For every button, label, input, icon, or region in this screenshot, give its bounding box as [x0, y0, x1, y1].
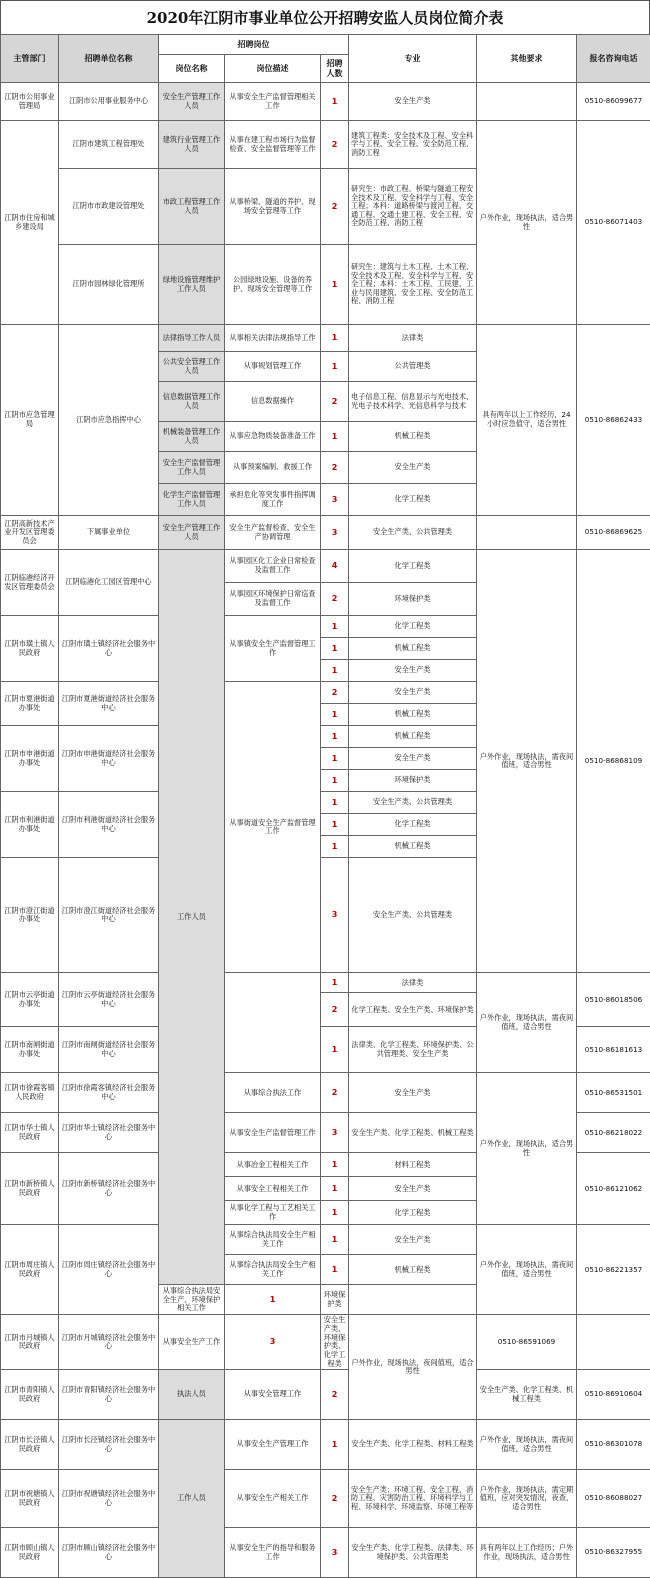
- table-cell: 机械工程类: [349, 836, 477, 858]
- table-cell: 从事化学工程与工艺相关工作: [225, 1201, 321, 1225]
- table-cell: 户外作业，现场执法，需定期值班，应对突发情况，夜查，适合男性: [477, 1470, 577, 1528]
- table-cell: 江阴市申港街道经济社会服务中心: [59, 726, 159, 792]
- table-cell: 1: [321, 973, 349, 993]
- table-cell: 安全生产类、公共管理类: [349, 516, 477, 550]
- table-cell: 江阴市徐霞客镇经济社会服务中心: [59, 1073, 159, 1113]
- table-cell: 1: [321, 770, 349, 792]
- table-cell: 承担危化等突发事件指挥调度工作: [225, 484, 321, 516]
- table-cell: 0510-86181613: [577, 1027, 650, 1073]
- table-cell: 机械工程类: [349, 726, 477, 748]
- table-cell: 公园绿地设施、设备的养护、现场安全管理等工作: [225, 245, 321, 325]
- table-cell: 安全生产类、化学工程类、机械工程类: [349, 1113, 477, 1153]
- table-cell: 安全生产类、化学工程类、法律类、环境保护类、公共管理类: [349, 1528, 477, 1578]
- table-cell: 法律类、化学工程类、环境保护类、公共管理类、安全生产类: [349, 1027, 477, 1073]
- table-cell: 江阴市华士镇人民政府: [1, 1113, 59, 1153]
- table-cell: 化学工程类: [349, 1201, 477, 1225]
- table-cell: 研究生：市政工程、桥梁与隧道工程安全技术及工程、安全科学与工程、安全工程；本科：道路桥梁与渡河工程、交通工程、交通土建工程、安全工程、安全防范工程、消防工程: [349, 169, 477, 245]
- table-cell: 2: [321, 1370, 349, 1420]
- table-cell: 江阴市周庄镇人民政府: [1, 1225, 59, 1315]
- header-unit: 招聘单位名称: [59, 35, 159, 83]
- table-cell: 公共安全管理工作人员: [159, 352, 225, 382]
- table-cell: 江阴市新桥镇经济社会服务中心: [59, 1153, 159, 1225]
- table-cell: 江阴市顾山镇经济社会服务中心: [59, 1528, 159, 1578]
- header-count: 招聘人数: [321, 55, 349, 83]
- table-cell: 机械工程类: [349, 638, 477, 660]
- table-cell: 江阴市月城镇人民政府: [1, 1315, 59, 1370]
- table-cell: 0510-86868109: [577, 550, 650, 973]
- table-cell: 安全生产类: [349, 83, 477, 121]
- table-cell: 2: [321, 682, 349, 704]
- table-cell: 从事园区化工企业日常检查及监督工作: [225, 550, 321, 583]
- table-cell: 1: [321, 352, 349, 382]
- table-cell: 安全生产管理工作人员: [159, 516, 225, 550]
- table-cell: 安全生产类: [349, 682, 477, 704]
- table-cell: 0510-86099677: [577, 83, 650, 121]
- table-cell: 江阴市住房和城乡建设局: [1, 121, 59, 325]
- table-cell: 户外作业，现场执法，适合男性: [477, 121, 577, 325]
- table-cell: 从事预案编制、救援工作: [225, 452, 321, 484]
- table-cell: 2: [321, 993, 349, 1027]
- table-cell: 1: [321, 83, 349, 121]
- table-cell: 化学工程类: [349, 616, 477, 638]
- table-cell: 1: [321, 1027, 349, 1073]
- table-cell: 1: [321, 726, 349, 748]
- table-cell: 机械工程类: [349, 1255, 477, 1285]
- table-cell: 从事安全生产监督管理工作: [225, 1113, 321, 1153]
- table-cell: 1: [321, 1201, 349, 1225]
- table-cell: 市政工程管理工作人员: [159, 169, 225, 245]
- table-cell: 江阴市华士镇经济社会服务中心: [59, 1113, 159, 1153]
- table-cell: 公共管理类: [349, 352, 477, 382]
- table-cell: 法律类: [349, 973, 477, 993]
- table-cell: 研究生：建筑与土木工程、土木工程、安全技术及工程、安全科学与工程、安全工程；本科：土木工程、工民建、工业与民用建筑、安全工程、安全防范工程、消防工程: [349, 245, 477, 325]
- table-cell: 江阴市青阳镇人民政府: [1, 1370, 59, 1420]
- table-cell: 江阴市申港街道办事处: [1, 726, 59, 792]
- table-cell: 安全生产类: [349, 452, 477, 484]
- table-cell: 1: [321, 1255, 349, 1285]
- table-cell: 安全生产类、化学工程类、机械工程类: [477, 1370, 577, 1420]
- table-cell: 江阴市长泾镇经济社会服务中心: [59, 1420, 159, 1470]
- table-cell: 4: [321, 550, 349, 583]
- table-cell: 0510-86088027: [577, 1470, 650, 1528]
- table-cell: 1: [321, 748, 349, 770]
- table-cell: 从事安全生产监督管理相关工作: [225, 83, 321, 121]
- table-cell: 江阴市云亭街道经济社会服务中心: [59, 973, 159, 1027]
- table-cell: 江阴市南闸街道办事处: [1, 1027, 59, 1073]
- table-cell: 电子信息工程、信息显示与光电技术、光电子技术科学、光信息科学与技术: [349, 382, 477, 422]
- table-cell: 2: [321, 1470, 349, 1528]
- table-cell: 环境保护类: [349, 583, 477, 616]
- table-cell: 安全生产类、化学工程类、材料工程类: [349, 1420, 477, 1470]
- table-cell: 从事冶金工程相关工作: [225, 1153, 321, 1177]
- table-cell: 1: [321, 792, 349, 814]
- table-cell: 安全生产类、公共管理类: [349, 792, 477, 814]
- table-cell: 1: [321, 814, 349, 836]
- header-dept: 主管部门: [1, 35, 59, 83]
- table-cell: 安全生产类: [349, 660, 477, 682]
- table-cell: 执法人员: [159, 1370, 225, 1420]
- table-cell: 从事规划管理工作: [225, 352, 321, 382]
- table-cell: 江阴市璜土镇人民政府: [1, 616, 59, 682]
- table-cell: 1: [321, 325, 349, 352]
- table-cell: 1: [321, 704, 349, 726]
- table-cell: 1: [321, 245, 349, 325]
- table-cell: 安全生产类；环境工程、安全工程、消防工程、灾害防治工程、环境科学与工程、环境科学、环境监察、环境工程等: [349, 1470, 477, 1528]
- table-cell: 江阴市建筑工程管理处: [59, 121, 159, 169]
- table-cell: 1: [321, 638, 349, 660]
- table-cell: 0510-86531501: [577, 1073, 650, 1113]
- table-cell: 江阴市园林绿化管理所: [59, 245, 159, 325]
- table-cell: 2: [321, 121, 349, 169]
- table-cell: 户外作业，现场执法，适合男性: [477, 1073, 577, 1225]
- table-cell: 安全生产监督检查，安全生产协调管理: [225, 516, 321, 550]
- table-cell: 3: [321, 1113, 349, 1153]
- table-cell: 从事街道安全生产监督管理工作: [225, 682, 321, 973]
- table-cell: 工作人员: [159, 1420, 225, 1578]
- table-cell: 从事安全工程相关工作: [225, 1177, 321, 1201]
- table-cell: 工作人员: [159, 550, 225, 1285]
- table-cell: 0510-86218022: [577, 1113, 650, 1153]
- table-cell: 1: [225, 1285, 321, 1315]
- table-cell: 1: [321, 616, 349, 638]
- table-cell: 0510-86071403: [577, 121, 650, 325]
- table-cell: 材料工程类: [349, 1153, 477, 1177]
- table-cell: 1: [321, 836, 349, 858]
- header-post-group: 招聘岗位: [159, 35, 349, 55]
- table-cell: 化学工程类: [349, 814, 477, 836]
- table-cell: 0510-86121062: [577, 1153, 650, 1225]
- header-post-desc: 岗位描述: [225, 55, 321, 83]
- table-cell: 江阴市青阳镇经济社会服务中心: [59, 1370, 159, 1420]
- table-cell: 从事桥梁、隧道的养护、现场安全管理等工作: [225, 169, 321, 245]
- header-post-name: 岗位名称: [159, 55, 225, 83]
- table-cell: 户外作业，现场执法，需夜间值班，适合男性: [477, 973, 577, 1073]
- table-cell: 户外作业，现场执法，夜间值班，适合男性: [349, 1315, 477, 1420]
- table-cell: 1: [321, 1153, 349, 1177]
- table-cell: 环境保护类: [349, 770, 477, 792]
- header-other: 其他要求: [477, 35, 577, 83]
- table-cell: 化学工程类: [349, 550, 477, 583]
- table-cell: 江阴市周庄镇经济社会服务中心: [59, 1225, 159, 1315]
- table-cell: 江阴市市政建设管理处: [59, 169, 159, 245]
- table-cell: 从事综合执法局安全生产相关工作: [225, 1225, 321, 1255]
- table-cell: 建筑行业管理工作人员: [159, 121, 225, 169]
- table-cell: 法律类: [349, 325, 477, 352]
- table-cell: 化学生产监督管理工作人员: [159, 484, 225, 516]
- table-cell: 江阴市璜土镇经济社会服务中心: [59, 616, 159, 682]
- table-cell: 安全生产类: [349, 1225, 477, 1255]
- table-cell: 江阴市云亭街道办事处: [1, 973, 59, 1027]
- table-cell: 0510-86869625: [577, 516, 650, 550]
- table-cell: 从事园区环境保护日常巡查及监督工作: [225, 583, 321, 616]
- table-cell: 3: [225, 1315, 321, 1370]
- table-cell: [477, 83, 577, 121]
- table-cell: 0510-86221357: [577, 1225, 650, 1315]
- table-cell: 具有两年以上工作经历；户外作业，现场执法，适合男性: [477, 1528, 577, 1578]
- table-cell: 江阴高新技术产业开发区管理委员会: [1, 516, 59, 550]
- table-cell: 江阴市顾山镇人民政府: [1, 1528, 59, 1578]
- table-cell: 3: [321, 1528, 349, 1578]
- table-cell: [477, 516, 577, 550]
- table-cell: 化学工程类、安全生产类、环境保护类: [349, 993, 477, 1027]
- table-cell: 江阴市应急指挥中心: [59, 325, 159, 516]
- table-cell: 安全生产类: [349, 748, 477, 770]
- table-cell: 江阴临港化工园区管理中心: [59, 550, 159, 616]
- positions-table: [0, 34, 650, 1578]
- table-cell: 江阴市新桥镇人民政府: [1, 1153, 59, 1225]
- table-cell: 2: [321, 1073, 349, 1113]
- table-cell: 从事安全生产的指导和服务工作: [225, 1528, 321, 1578]
- table-cell: 环境保护类: [321, 1285, 349, 1315]
- table-cell: 从事安全生产管理工作: [225, 1420, 321, 1470]
- table-cell: 3: [321, 516, 349, 550]
- table-cell: 具有两年以上工作经历，24小时应急值守，适合男性: [477, 325, 577, 516]
- table-cell: 江阴市利港街道经济社会服务中心: [59, 792, 159, 858]
- table-cell: 0510-86327955: [577, 1528, 650, 1578]
- table-cell: 1: [321, 422, 349, 452]
- page-title: 2020年江阴市事业单位公开招聘安监人员岗位简介表: [0, 0, 650, 34]
- table-cell: 下属事业单位: [59, 516, 159, 550]
- table-cell: 江阴市月城镇经济社会服务中心: [59, 1315, 159, 1370]
- table-cell: 0510-86018506: [577, 973, 650, 1027]
- table-cell: 机械工程类: [349, 704, 477, 726]
- table-cell: [225, 973, 321, 1073]
- table-cell: 从事安全生产相关工作: [225, 1470, 321, 1528]
- table-cell: 江阴市公用事业管理局: [1, 83, 59, 121]
- table-cell: 1: [321, 1225, 349, 1255]
- table-cell: 信息数据管理工作人员: [159, 382, 225, 422]
- table-cell: 2: [321, 583, 349, 616]
- table-cell: 机械工程类: [349, 422, 477, 452]
- table-cell: 从事安全管理工作: [225, 1370, 321, 1420]
- table-cell: 0510-86591069: [477, 1315, 577, 1370]
- table-cell: 2: [321, 452, 349, 484]
- table-cell: 安全生产类、公共管理类: [349, 858, 477, 973]
- table-cell: 安全生产监督管理工作人员: [159, 452, 225, 484]
- table-cell: 江阴市澄江街道办事处: [1, 858, 59, 973]
- table-cell: 0510-86862433: [577, 325, 650, 516]
- table-cell: 安全生产类: [349, 1073, 477, 1113]
- table-cell: 户外作业，现场执法，需夜间值班，适合男性: [477, 550, 577, 973]
- table-cell: 户外作业，现场执法，需夜间值班，适合男性: [477, 1225, 577, 1315]
- table-cell: 2: [321, 169, 349, 245]
- table-cell: 江阴临港经济开发区管理委员会: [1, 550, 59, 616]
- table-cell: 从事综合执法工作: [225, 1073, 321, 1113]
- table-cell: 法律指导工作人员: [159, 325, 225, 352]
- table-cell: 安全生产类: [349, 1177, 477, 1201]
- table-cell: 江阴市夏港街道经济社会服务中心: [59, 682, 159, 726]
- table-cell: 安全生产类、环境保护类、化学工程类: [321, 1315, 349, 1370]
- table-cell: 1: [321, 660, 349, 682]
- table-cell: 江阴市长泾镇人民政府: [1, 1420, 59, 1470]
- table-cell: 江阴市应急管理局: [1, 325, 59, 516]
- table-cell: 1: [321, 1420, 349, 1470]
- header-phone: 报名咨询电话: [577, 35, 650, 83]
- table-cell: 江阴市南闸街道经济社会服务中心: [59, 1027, 159, 1073]
- table-cell: 绿地设施管理维护工作人员: [159, 245, 225, 325]
- table-cell: 江阴市夏港街道办事处: [1, 682, 59, 726]
- table-cell: 从事镇安全生产监督管理工作: [225, 616, 321, 682]
- table-cell: 建筑工程类：安全技术及工程、安全科学与工程、安全工程、安全防范工程、消防工程: [349, 121, 477, 169]
- table-cell: 从事相关法律法规指导工作: [225, 325, 321, 352]
- table-cell: 3: [321, 858, 349, 973]
- table-cell: 从事综合执法局安全生产、环境保护相关工作: [159, 1285, 225, 1315]
- table-cell: 1: [321, 1177, 349, 1201]
- table-cell: 信息数据操作: [225, 382, 321, 422]
- table-cell: 江阴市公用事业服务中心: [59, 83, 159, 121]
- table-cell: 江阴市徐霞客镇人民政府: [1, 1073, 59, 1113]
- table-cell: 江阴市澄江街道经济社会服务中心: [59, 858, 159, 973]
- table-cell: 0510-86910604: [577, 1370, 650, 1420]
- table-cell: 江阴市祝塘镇经济社会服务中心: [59, 1470, 159, 1528]
- table-cell: 机械装备管理工作人员: [159, 422, 225, 452]
- table-cell: 3: [321, 484, 349, 516]
- table-cell: 户外作业，现场执法，需夜间值班，适合男性: [477, 1420, 577, 1470]
- table-cell: 从事应急物质装备准备工作: [225, 422, 321, 452]
- table-cell: 化学工程类: [349, 484, 477, 516]
- table-cell: 2: [321, 382, 349, 422]
- table-cell: 江阴市祝塘镇人民政府: [1, 1470, 59, 1528]
- table-cell: 从事安全生产工作: [159, 1315, 225, 1370]
- table-cell: 0510-86301078: [577, 1420, 650, 1470]
- table-cell: 从事综合执法局安全生产相关工作: [225, 1255, 321, 1285]
- header-major: 专业: [349, 35, 477, 83]
- table-cell: 从事在建工程市场行为监督检查、安全监督管理等工作: [225, 121, 321, 169]
- table-cell: 江阴市利港街道办事处: [1, 792, 59, 858]
- table-cell: 安全生产管理工作人员: [159, 83, 225, 121]
